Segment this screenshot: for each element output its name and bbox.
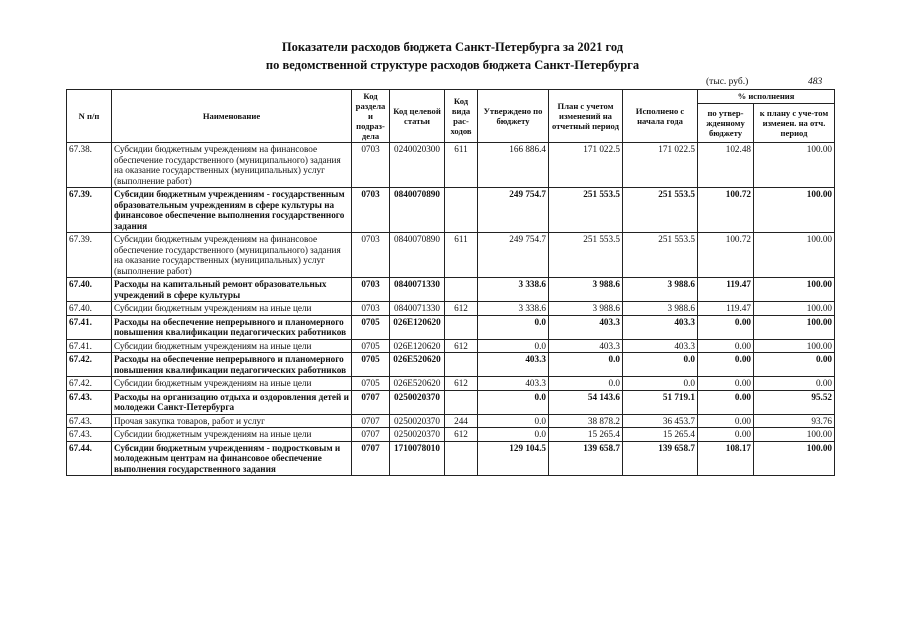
row-pct-plan: 95.52 [754,390,835,414]
row-name: Субсидии бюджетным учреждениям на финансовое обеспечение государственного (муниципального) задания на оказание государственных (муниципальных) услуг (выполнение работ) [112,143,352,188]
row-pct-plan: 100.00 [754,315,835,339]
row-name: Субсидии бюджетным учреждениям на иные цели [112,302,352,316]
row-pct-plan: 100.00 [754,339,835,353]
page-number: 483 [808,77,823,87]
row-pct-plan: 100.00 [754,233,835,278]
row-pct-plan: 100.00 [754,278,835,302]
row-razdel: 0703 [352,278,390,302]
row-name: Прочая закупка товаров, работ и услуг [112,414,352,428]
row-num: 67.44. [67,441,112,476]
row-num: 67.41. [67,315,112,339]
row-num: 67.42. [67,353,112,377]
row-razdel: 0707 [352,390,390,414]
table-row [67,315,835,339]
col-header-executed: Исполнено с начала года [623,90,698,143]
row-pct-approved: 102.48 [698,143,754,188]
table-row [67,377,835,391]
row-num: 67.40. [67,302,112,316]
table-row [67,428,835,442]
row-num: 67.41. [67,339,112,353]
row-plan: 171 022.5 [549,143,623,188]
row-pct-plan: 0.00 [754,377,835,391]
col-header-vid: Код вида рас-ходов [445,90,478,143]
row-pct-plan: 100.00 [754,441,835,476]
table-row [67,339,835,353]
row-pct-approved: 0.00 [698,377,754,391]
row-pct-approved: 108.17 [698,441,754,476]
row-statia: 0840071330 [390,302,445,316]
row-plan: 15 265.4 [549,428,623,442]
row-num: 67.39. [67,233,112,278]
row-razdel: 0707 [352,441,390,476]
row-pct-approved: 0.00 [698,339,754,353]
table-row [67,302,835,316]
row-vid: 612 [445,377,478,391]
row-pct-plan: 0.00 [754,353,835,377]
row-num: 67.39. [67,188,112,233]
row-vid [445,441,478,476]
row-approved: 0.0 [478,414,549,428]
row-statia: 026E520620 [390,353,445,377]
row-approved: 3 338.6 [478,278,549,302]
row-executed: 0.0 [623,377,698,391]
page-subtitle: по ведомственной структуре расходов бюджета Санкт-Петербурга [265,58,640,72]
row-approved: 0.0 [478,390,549,414]
col-header-num: N п/п [67,90,112,143]
row-vid [445,278,478,302]
row-plan: 0.0 [549,377,623,391]
table-row [67,143,835,188]
row-statia: 0840071330 [390,278,445,302]
col-header-plan: План с учетом изменений на отчетный период [549,90,623,143]
row-plan: 54 143.6 [549,390,623,414]
row-razdel: 0703 [352,233,390,278]
row-plan: 0.0 [549,353,623,377]
row-vid: 612 [445,339,478,353]
row-executed: 3 988.6 [623,302,698,316]
table-row [67,390,835,414]
row-vid: 612 [445,428,478,442]
table-row [67,233,835,278]
row-razdel: 0703 [352,143,390,188]
row-vid [445,315,478,339]
row-approved: 249 754.7 [478,188,549,233]
row-statia: 0250020370 [390,428,445,442]
row-pct-approved: 100.72 [698,233,754,278]
row-statia: 0840070890 [390,233,445,278]
row-name: Субсидии бюджетным учреждениям - подростковым и молодежным центрам на финансовое обеспечение выполнения государственного задания [112,441,352,476]
col-header-approved: Утверждено по бюджету [478,90,549,143]
table-row [67,414,835,428]
row-pct-plan: 100.00 [754,188,835,233]
units-label: (тыс. руб.) [706,77,749,87]
row-pct-approved: 0.00 [698,315,754,339]
row-approved: 403.3 [478,377,549,391]
row-name: Расходы на организацию отдыха и оздоровления детей и молодежи Санкт-Петербурга [112,390,352,414]
col-header-pct-group: % исполнения [698,90,835,104]
row-executed: 403.3 [623,339,698,353]
row-pct-approved: 0.00 [698,390,754,414]
row-plan: 139 658.7 [549,441,623,476]
col-header-pct-plan: к плану с уче-том изменен. на отч. период [754,103,835,143]
row-vid [445,390,478,414]
col-header-statia: Код целевой статьи [390,90,445,143]
row-pct-approved: 119.47 [698,302,754,316]
row-executed: 403.3 [623,315,698,339]
row-pct-plan: 93.76 [754,414,835,428]
row-statia: 026E520620 [390,377,445,391]
table-row [67,188,835,233]
row-executed: 0.0 [623,353,698,377]
row-executed: 139 658.7 [623,441,698,476]
row-plan: 38 878.2 [549,414,623,428]
row-executed: 36 453.7 [623,414,698,428]
row-num: 67.40. [67,278,112,302]
row-approved: 0.0 [478,428,549,442]
row-name: Субсидии бюджетным учреждениям - государственным образовательным учреждениям в сфере культуры на финансовое обеспечение выполнения государственного задания [112,188,352,233]
row-pct-approved: 0.00 [698,414,754,428]
page-title: Показатели расходов бюджета Санкт-Петербурга за 2021 год [281,40,624,54]
row-razdel: 0707 [352,414,390,428]
row-vid: 611 [445,143,478,188]
row-name: Субсидии бюджетным учреждениям на иные цели [112,428,352,442]
row-name: Субсидии бюджетным учреждениям на иные цели [112,339,352,353]
row-num: 67.43. [67,428,112,442]
row-approved: 403.3 [478,353,549,377]
col-header-name: Наименование [112,90,352,143]
row-name: Расходы на обеспечение непрерывного и планомерного повышения квалификации педагогических работников [112,315,352,339]
row-approved: 249 754.7 [478,233,549,278]
row-razdel: 0705 [352,339,390,353]
row-vid: 612 [445,302,478,316]
row-executed: 251 553.5 [623,188,698,233]
row-approved: 0.0 [478,339,549,353]
row-plan: 251 553.5 [549,188,623,233]
row-statia: 0840070890 [390,188,445,233]
row-num: 67.43. [67,414,112,428]
row-plan: 3 988.6 [549,278,623,302]
row-statia: 0250020370 [390,390,445,414]
row-razdel: 0703 [352,188,390,233]
row-name: Расходы на капитальный ремонт образовательных учреждений в сфере культуры [112,278,352,302]
row-pct-plan: 100.00 [754,428,835,442]
row-vid: 244 [445,414,478,428]
col-header-pct-approved: по утвер-жденному бюджету [698,103,754,143]
row-num: 67.38. [67,143,112,188]
col-header-razdel: Код раздела и подраз-дела [352,90,390,143]
row-executed: 15 265.4 [623,428,698,442]
row-plan: 3 988.6 [549,302,623,316]
row-statia: 0250020370 [390,414,445,428]
row-pct-plan: 100.00 [754,143,835,188]
row-statia: 026E120620 [390,315,445,339]
row-statia: 026E120620 [390,339,445,353]
row-statia: 1710078010 [390,441,445,476]
row-pct-approved: 0.00 [698,353,754,377]
row-name: Субсидии бюджетным учреждениям на иные цели [112,377,352,391]
row-pct-approved: 100.72 [698,188,754,233]
row-plan: 403.3 [549,315,623,339]
row-pct-plan: 100.00 [754,302,835,316]
row-plan: 251 553.5 [549,233,623,278]
row-num: 67.43. [67,390,112,414]
row-razdel: 0705 [352,377,390,391]
row-executed: 251 553.5 [623,233,698,278]
row-executed: 3 988.6 [623,278,698,302]
row-razdel: 0705 [352,353,390,377]
row-name: Субсидии бюджетным учреждениям на финансовое обеспечение государственного (муниципального) задания на оказание государственных (муниципальных) услуг (выполнение работ) [112,233,352,278]
row-plan: 403.3 [549,339,623,353]
row-name: Расходы на обеспечение непрерывного и планомерного повышения квалификации педагогических работников [112,353,352,377]
row-pct-approved: 0.00 [698,428,754,442]
row-razdel: 0705 [352,315,390,339]
table-row [67,353,835,377]
row-approved: 0.0 [478,315,549,339]
row-vid: 611 [445,233,478,278]
row-executed: 51 719.1 [623,390,698,414]
row-razdel: 0707 [352,428,390,442]
row-executed: 171 022.5 [623,143,698,188]
row-vid [445,353,478,377]
row-approved: 129 104.5 [478,441,549,476]
row-pct-approved: 119.47 [698,278,754,302]
row-num: 67.42. [67,377,112,391]
table-row [67,278,835,302]
row-razdel: 0703 [352,302,390,316]
row-statia: 0240020300 [390,143,445,188]
row-approved: 166 886.4 [478,143,549,188]
table-row [67,441,835,476]
row-approved: 3 338.6 [478,302,549,316]
budget-table [66,89,835,476]
row-vid [445,188,478,233]
